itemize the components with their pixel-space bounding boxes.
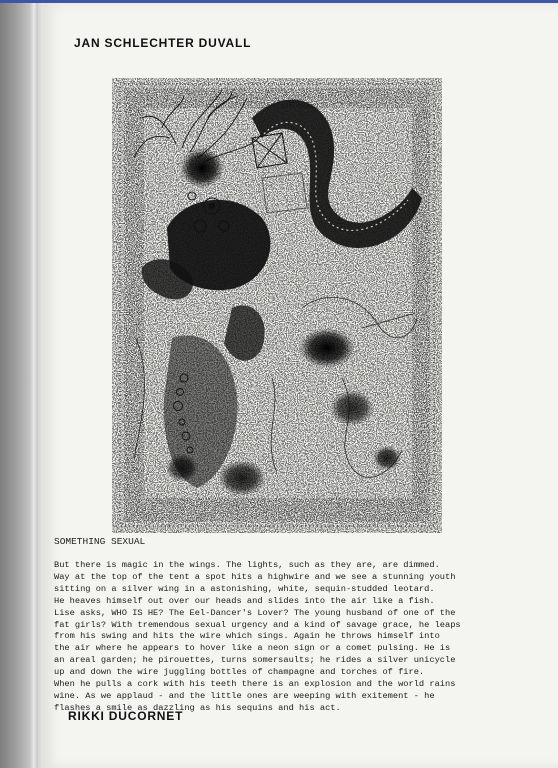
body-paragraph: [54, 560, 509, 715]
body-line: fat girls? With tremendous sexual urgency and a kind of savage grace, he leaps: [54, 619, 461, 630]
body-line: sitting on a silver wing in a astonishing, white, sequin-studded leotard.: [54, 583, 435, 594]
body-line: flashes a smile as dazzling as his sequins and his act.: [54, 702, 341, 713]
artwork-illustration: [112, 78, 442, 533]
body-line: wine. As we applaud - and the little ones are weeping with exitement - he: [54, 690, 435, 701]
artist-name: JAN SCHLECHTER DUVALL: [74, 36, 252, 50]
body-line: When he pulls a cork with his teeth there is an explosion and the world rains: [54, 679, 456, 690]
body-line: He heaves himself out over our heads and slides into the air like a fish.: [54, 595, 435, 606]
body-line: an areal garden; he pirouettes, turns somersaults; he rides a silver unicycle: [54, 655, 456, 666]
body-line: the air where he appears to hover like a neon sign or a comet pulsing. He is: [54, 643, 451, 654]
book-spine-fold: [30, 0, 38, 768]
body-line: Way at the top of the tent a spot hits a highwire and we see a stunning youth: [54, 571, 456, 582]
section-title: SOMETHING SEXUAL: [54, 536, 146, 547]
stippled-ink-artwork: [112, 78, 442, 533]
body-line: up and down the wire juggling bottles of champagne and torches of fire.: [54, 667, 425, 678]
body-line: But there is magic in the wings. The lights, such as they are, are dimmed.: [54, 560, 440, 570]
book-spine-shadow: [0, 0, 46, 768]
body-line: from his swing and hits the wire which sings. Again he throws himself into: [54, 631, 440, 642]
author-name: RIKKI DUCORNET: [68, 709, 184, 723]
body-line: Lise asks, WHO IS HE? The Eel-Dancer's Lover? The young husband of one of the: [54, 607, 456, 618]
